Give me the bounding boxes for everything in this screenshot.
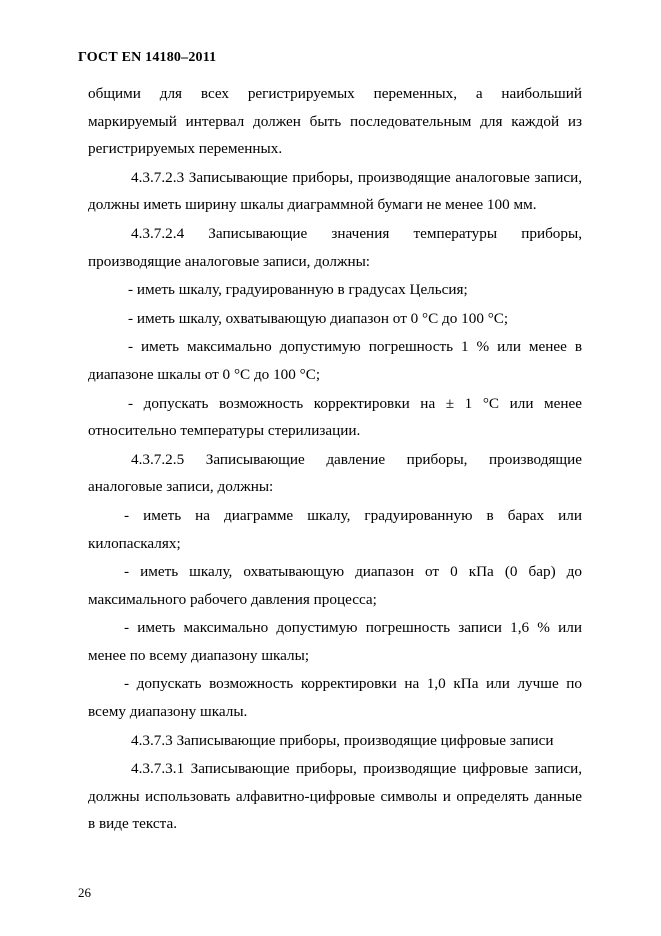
- list-item-pressure-scale: - иметь на диаграмме шкалу, градуированную в барах или килопаскалях;: [88, 506, 582, 552]
- clause-4-3-7-3-1: 4.3.7.3.1 Записывающие приборы, производящие цифровые записи, должны использовать алфавитно-цифровые символы и определять данные в виде текста.: [88, 760, 582, 833]
- list-item-pressure-adjustment: - допускать возможность корректировки на 1,0 кПа или лучше по всему диапазону шкалы.: [88, 675, 582, 721]
- clause-4-3-7-2-5: 4.3.7.2.5 Записывающие давление приборы, производящие аналоговые записи, должны:: [88, 450, 582, 496]
- clause-4-3-7-2-3: 4.3.7.2.3 Записывающие приборы, производящие аналоговые записи, должны иметь ширину шкалы диаграммной бумаги не менее 100 мм.: [88, 168, 582, 214]
- clause-4-3-7-3: 4.3.7.3 Записывающие приборы, производящие цифровые записи: [131, 731, 554, 749]
- list-item-pressure-accuracy: - иметь максимально допустимую погрешность записи 1,6 % или менее по всему диапазону шкалы;: [88, 619, 582, 664]
- paragraph-continuation: общими для всех регистрируемых переменных, а наибольший маркируемый интервал должен быть последовательным для каждой из регистрируемых переменных.: [88, 85, 582, 158]
- page-body: [88, 80, 582, 838]
- page-number: 26: [78, 885, 91, 900]
- list-item-temperature-adjustment: - допускать возможность корректировки на ± 1 °С или менее относительно температуры стерилизации.: [88, 394, 582, 440]
- list-item-pressure-range: - иметь шкалу, охватывающую диапазон от 0 кПа (0 бар) до максимального рабочего давления процесса;: [88, 563, 582, 608]
- document-header: ГОСТ EN 14180–2011: [78, 50, 217, 65]
- list-item-temperature-range: - иметь шкалу, охватывающую диапазон от 0 °С до 100 °С;: [128, 309, 509, 327]
- list-item-temperature-accuracy: - иметь максимально допустимую погрешность 1 % или менее в диапазоне шкалы от 0 °С до 100 °С;: [88, 338, 582, 383]
- list-item-temperature-scale: - иметь шкалу, градуированную в градусах Цельсия;: [128, 281, 468, 299]
- clause-4-3-7-2-4: 4.3.7.2.4 Записывающие значения температуры приборы, производящие аналоговые записи, должны:: [88, 224, 582, 270]
